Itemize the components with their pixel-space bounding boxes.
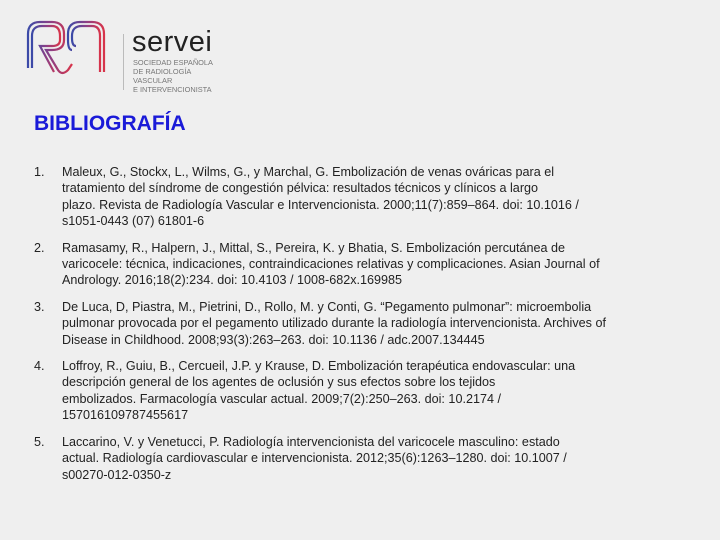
reference-item: [34, 164, 694, 230]
reference-line: De Luca, D, Piastra, M., Pietrini, D., Rollo, M. y Conti, G. “Pegamento pulmonar”: microembolia: [62, 299, 592, 314]
reference-text: [62, 240, 600, 289]
logo-brand: servei: [132, 26, 213, 58]
reference-text: [62, 164, 579, 230]
reference-line: Disease in Childhood. 2008;93(3):263–263. doi: 10.1136 / adc.2007.134445: [62, 332, 485, 347]
reference-line: Maleux, G., Stockx, L., Wilms, G., y Marchal, G. Embolización de venas ováricas para el: [62, 165, 555, 179]
reference-line: plazo. Revista de Radiología Vascular e Intervencionista. 2000;11(7):859–864. doi: 10.1016 /: [62, 197, 579, 212]
logo-subtitle: [133, 58, 213, 94]
logo-subtitle-line: E INTERVENCIONISTA: [133, 85, 212, 94]
reference-line: Ramasamy, R., Halpern, J., Mittal, S., Pereira, K. y Bhatia, S. Embolización percutánea de: [62, 240, 566, 255]
reference-number: 5.: [34, 434, 45, 449]
logo-subtitle-line: DE RADIOLOGÍA: [133, 67, 192, 76]
reference-line: Andrology. 2016;18(2):234. doi: 10.4103 / 1008-682x.169985: [62, 273, 403, 288]
reference-line: embolizados. Farmacología vascular actual. 2009;7(2):250–263. doi: 10.2174 /: [62, 391, 501, 406]
reference-text: [62, 358, 575, 424]
reference-line: actual. Radiología cardiovascular e intervencionista. 2012;35(6):1263–1280. doi: 10.1007 /: [62, 451, 567, 466]
logo-subtitle-line: VASCULAR: [133, 76, 173, 85]
reference-line: descripción general de los agentes de oclusión y sus efectos sobre los tejidos: [62, 375, 496, 390]
reference-item: [34, 240, 694, 289]
reference-item: [34, 434, 694, 483]
reference-text: [62, 434, 567, 483]
page-title: BIBLIOGRAFÍA: [34, 112, 186, 135]
reference-number: 3.: [34, 299, 45, 314]
reference-list: [34, 164, 694, 493]
reference-line: tratamiento del síndrome de congestión pélvica: resultados técnicos y clínicos a largo: [62, 181, 539, 196]
reference-line: varicocele: técnica, indicaciones, contraindicaciones relativas y complicaciones. Asian Journal of: [62, 257, 600, 272]
reference-item: [34, 358, 694, 424]
rr-logo-mark: [22, 16, 118, 80]
reference-number: 1.: [34, 165, 45, 179]
reference-text: [62, 299, 606, 348]
reference-line: 157016109787455617: [62, 408, 189, 423]
reference-item: [34, 299, 694, 348]
reference-number: 2.: [34, 240, 45, 255]
reference-line: s1051-0443 (07) 61801-6: [62, 214, 205, 229]
reference-number: 4.: [34, 359, 45, 374]
reference-line: s00270-012-0350-z: [62, 467, 172, 482]
reference-line: Laccarino, V. y Venetucci, P. Radiología intervencionista del varicocele masculino: estado: [62, 434, 560, 449]
servei-logo: [22, 16, 222, 94]
reference-line: Loffroy, R., Guiu, B., Cercueil, J.P. y Krause, D. Embolización terapéutica endovascular: una: [62, 359, 576, 374]
logo-subtitle-line: SOCIEDAD ESPAÑOLA: [133, 58, 213, 67]
reference-line: pulmonar provocada por el pegamento utilizado durante la radiología intervencionista. Archives of: [62, 316, 606, 331]
logo-divider: [123, 34, 124, 90]
